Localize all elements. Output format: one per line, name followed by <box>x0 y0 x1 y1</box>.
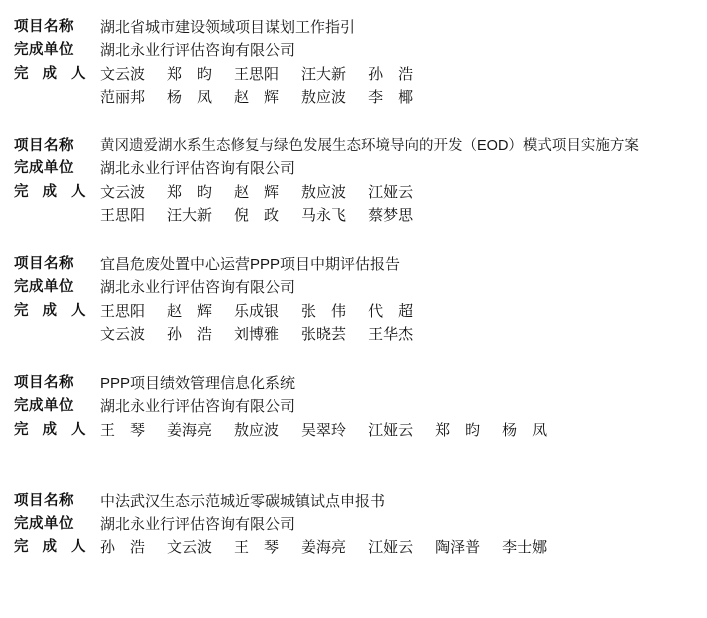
project-name-row <box>14 372 695 395</box>
unit-label: 完成单位 <box>14 516 74 533</box>
person: 马永飞 <box>301 206 347 224</box>
people-row <box>14 63 695 86</box>
person: 张 伟 <box>301 302 347 320</box>
unit-value: 湖北永业行评估咨询有限公司 <box>100 516 296 534</box>
person: 郑 昀 <box>435 421 481 439</box>
people-row <box>14 181 695 204</box>
project-entry-4 <box>0 372 707 442</box>
entry-separator <box>0 346 707 372</box>
person: 郑 昀 <box>167 183 213 201</box>
people-line <box>100 300 435 323</box>
project-entry-2 <box>0 135 707 227</box>
person: 江娅云 <box>368 539 414 557</box>
people-row <box>14 536 695 559</box>
project-name-label: 项目名称 <box>14 19 74 35</box>
person: 倪 政 <box>234 206 280 224</box>
people-line <box>100 323 435 346</box>
project-name-value: 湖北省城市建设领域项目谋划工作指引 <box>100 19 356 36</box>
person: 杨 凤 <box>167 88 213 106</box>
person: 范丽邦 <box>100 88 146 106</box>
unit-row <box>14 513 695 536</box>
person: 文云波 <box>100 325 146 343</box>
people-line <box>100 63 435 86</box>
people-label: 完 成 人 <box>14 421 91 438</box>
project-name-label: 项目名称 <box>14 375 74 392</box>
person: 孙 浩 <box>100 539 146 557</box>
person: 李 椰 <box>368 88 414 106</box>
person: 陶泽普 <box>435 539 481 557</box>
people-line <box>100 181 435 204</box>
person: 蔡梦思 <box>368 206 414 224</box>
unit-label: 完成单位 <box>14 160 74 177</box>
project-name-label: 项目名称 <box>14 256 74 273</box>
people-line <box>100 86 435 109</box>
person: 王思阳 <box>100 206 146 224</box>
unit-row <box>14 276 695 299</box>
person: 乐成银 <box>234 302 280 320</box>
project-name-label: 项目名称 <box>14 138 74 154</box>
people-label: 完 成 人 <box>14 302 91 319</box>
person: 王思阳 <box>100 302 146 320</box>
project-entry-3 <box>0 253 707 346</box>
unit-label: 完成单位 <box>14 279 74 296</box>
people-row-continued <box>14 323 695 346</box>
person: 江娅云 <box>368 183 414 201</box>
person: 王华杰 <box>368 325 414 343</box>
person: 杨 凤 <box>502 421 548 439</box>
person: 孙 浩 <box>167 325 213 343</box>
person: 文云波 <box>100 65 146 83</box>
person: 郑 昀 <box>167 65 213 83</box>
project-name-row <box>14 16 695 39</box>
person: 江娅云 <box>368 421 414 439</box>
unit-label: 完成单位 <box>14 398 74 415</box>
person: 汪大新 <box>167 206 213 224</box>
people-line <box>100 536 569 559</box>
person: 张晓芸 <box>301 325 347 343</box>
people-row-continued <box>14 204 695 227</box>
person: 汪大新 <box>301 65 347 83</box>
person: 姜海亮 <box>301 539 347 557</box>
unit-value: 湖北永业行评估咨询有限公司 <box>100 279 296 297</box>
entry-separator <box>0 468 707 490</box>
person: 敖应波 <box>301 183 347 201</box>
project-entry-1 <box>0 0 707 109</box>
project-name-row <box>14 253 695 276</box>
project-name-value: 宜昌危废处置中心运营PPP项目中期评估报告 <box>100 256 401 274</box>
project-name-value: 中法武汉生态示范城近零碳城镇试点申报书 <box>100 492 386 510</box>
people-line <box>100 419 569 442</box>
unit-value: 湖北永业行评估咨询有限公司 <box>100 398 296 416</box>
person: 王思阳 <box>234 65 280 83</box>
people-row-continued <box>14 86 695 109</box>
person: 敖应波 <box>301 88 347 106</box>
person: 代 超 <box>368 302 414 320</box>
unit-label: 完成单位 <box>14 42 74 59</box>
entry-separator <box>0 442 707 468</box>
entry-separator <box>0 109 707 135</box>
unit-value: 湖北永业行评估咨询有限公司 <box>100 42 296 60</box>
project-name-value: 黄冈遗爱湖水系生态修复与绿色发展生态环境导向的开发（EOD）模式项目实施方案 <box>100 138 639 154</box>
person: 王 琴 <box>100 421 146 439</box>
person: 敖应波 <box>234 421 280 439</box>
project-name-row <box>14 135 695 157</box>
unit-row <box>14 157 695 180</box>
person: 赵 辉 <box>234 183 280 201</box>
people-line <box>100 204 435 227</box>
project-name-row <box>14 490 695 513</box>
person: 王 琴 <box>234 539 280 557</box>
project-name-value: PPP项目绩效管理信息化系统 <box>100 375 296 393</box>
person: 李士娜 <box>502 539 548 557</box>
person: 文云波 <box>100 183 146 201</box>
person: 刘博雅 <box>234 325 280 343</box>
unit-row <box>14 39 695 62</box>
person: 赵 辉 <box>234 88 280 106</box>
person: 姜海亮 <box>167 421 213 439</box>
entry-separator <box>0 227 707 253</box>
people-row <box>14 419 695 442</box>
project-entry-5 <box>0 490 707 560</box>
people-row <box>14 300 695 323</box>
people-label: 完 成 人 <box>14 539 91 556</box>
people-label: 完 成 人 <box>14 65 91 82</box>
person: 赵 辉 <box>167 302 213 320</box>
person: 文云波 <box>167 539 213 557</box>
person: 吴翠玲 <box>301 421 347 439</box>
project-name-label: 项目名称 <box>14 492 74 509</box>
unit-value: 湖北永业行评估咨询有限公司 <box>100 160 296 178</box>
person: 孙 浩 <box>368 65 414 83</box>
people-label: 完 成 人 <box>14 183 91 200</box>
unit-row <box>14 395 695 418</box>
